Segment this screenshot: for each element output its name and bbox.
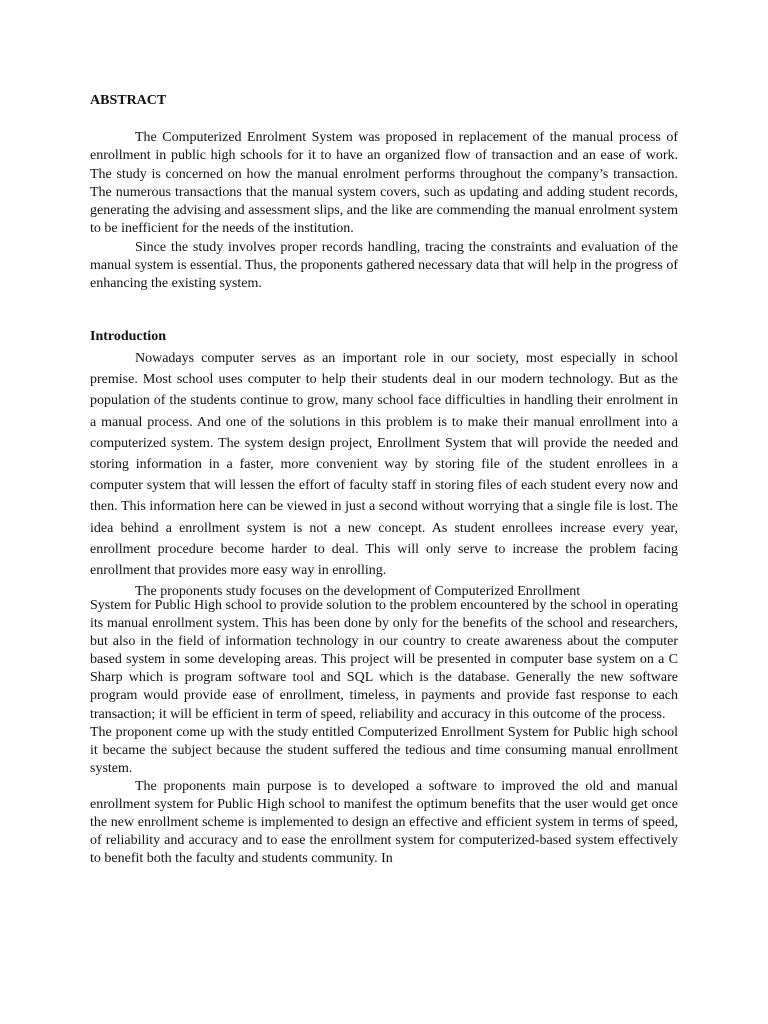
- introduction-paragraph-4: The proponents main purpose is to developed a software to improved the old and manual enrollment system for Public High school to manifest the optimum benefits that the user would get once the new enrollment scheme is implemented to design an effective and efficient system in terms of speed, of reliability and accuracy and to ease the enrollment system for computerized-based system effectively to benefit both the faculty and students community. In: [90, 778, 678, 867]
- abstract-paragraph-2: Since the study involves proper records handling, tracing the constraints and evaluation of the manual system is essential. Thus, the proponents gathered necessary data that will help in the progress of enhancing the existing system.: [90, 239, 678, 292]
- introduction-paragraph-2: System for Public High school to provide solution to the problem encountered by the school in operating its manual enrollment system. This has been done by only for the benefits of the school and researchers, but also in the field of information technology in our country to create awareness about the computer based system in some developing areas. This project will be presented in computer base system on a C Sharp which is program software tool and SQL which is the database. Generally the new software program would provide ease of enrollment, timeless, in payments and provide fast response to each transaction; it will be efficient in term of speed, reliability and accuracy in this outcome of the process.: [90, 598, 678, 722]
- abstract-body: [90, 129, 678, 294]
- introduction-paragraph-3: The proponent come up with the study entitled Computerized Enrollment System for Public high school it became the subject because the student suffered the tedious and time consuming manual enrollment system.: [90, 724, 678, 776]
- introduction-paragraph-2-first-line: The proponents study focuses on the development of Computerized Enrollment: [135, 584, 581, 600]
- introduction-body-part-2: [90, 597, 678, 868]
- introduction-body-part-1: [90, 348, 678, 602]
- abstract-paragraph-1: The Computerized Enrolment System was proposed in replacement of the manual process of enrollment in public high schools for it to have an organized flow of transaction and an ease of work. The study is concerned on how the manual enrolment performs throughout the company’s transaction. The numerous transactions that the manual system covers, such as updating and adding student records, generating the advising and assessment slips, and the like are commending the manual enrolment system to be inefficient for the needs of the institution.: [90, 130, 678, 237]
- introduction-heading: Introduction: [90, 329, 166, 344]
- introduction-paragraph-1: Nowadays computer serves as an important role in our society, most especially in school premise. Most school uses computer to help their students deal in our modern technology. But as the population of the students continue to grow, many school face difficulties in handling their enrolment in a manual process. And one of the solutions in this problem is to make their manual enrollment into a computerized system. The system design project, Enrollment System that will provide the needed and storing information in a faster, more convenient way by storing file of the student enrollees in a computer system that will lessen the effort of faculty staff in storing files of each student every now and then. This information here can be viewed in just a second without worrying that a single file is lost. The idea behind a enrollment system is not a new concept. As student enrollees increase every year, enrollment procedure become harder to deal. This will only serve to increase the problem facing enrollment that provides more easy way in enrolling.: [90, 351, 678, 579]
- document-page: [90, 0, 678, 1024]
- abstract-heading: ABSTRACT: [90, 93, 167, 108]
